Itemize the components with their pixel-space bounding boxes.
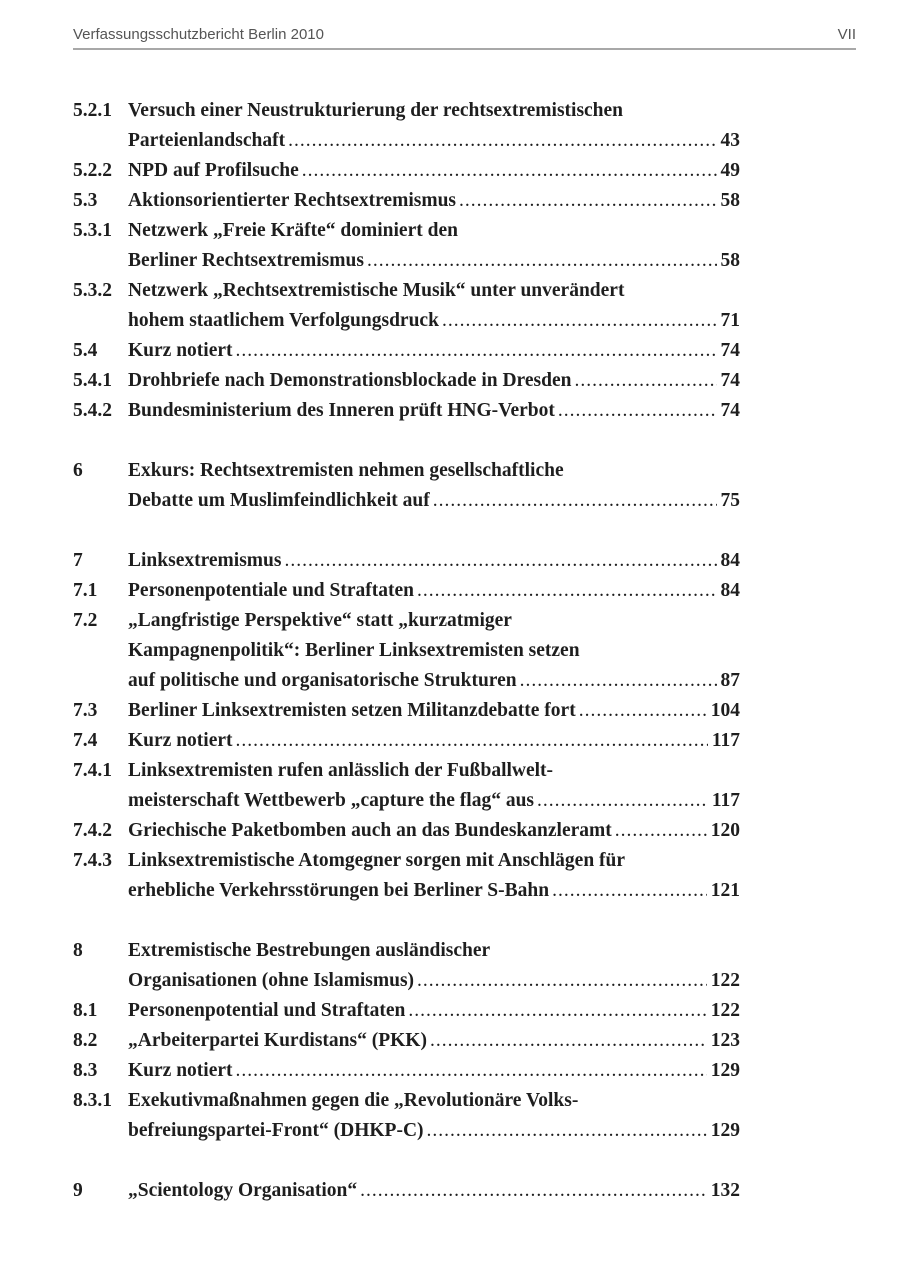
- section-number: 5.4: [73, 340, 98, 361]
- section-title-line: NPD auf Profilsuche: [128, 160, 299, 181]
- section-title-line: hohem staatlichem Verfolgungsdruck: [128, 310, 439, 331]
- page-number[interactable]: 117: [711, 730, 740, 751]
- section-title-line: Personenpotential und Straftaten: [128, 1000, 406, 1021]
- section-title-line: Parteienlandschaft: [128, 130, 286, 151]
- dot-leader: [430, 1026, 707, 1056]
- toc-entry[interactable]: [73, 816, 740, 846]
- section-title-line: Kurz notiert: [128, 1060, 233, 1081]
- toc-entry[interactable]: [73, 996, 740, 1026]
- dot-leader: [417, 966, 707, 996]
- dot-leader: [552, 876, 707, 906]
- dot-leader: [427, 1116, 707, 1146]
- dot-leader: [236, 726, 708, 756]
- section-number: 7.4.2: [73, 820, 112, 841]
- page-number[interactable]: 129: [710, 1060, 740, 1081]
- dot-leader: [442, 306, 717, 336]
- section-number: 8.2: [73, 1030, 98, 1051]
- toc-entry[interactable]: [73, 96, 740, 156]
- page-number[interactable]: 104: [710, 700, 740, 721]
- page-number[interactable]: 74: [720, 400, 740, 421]
- toc-entry[interactable]: [73, 396, 740, 426]
- toc-entry[interactable]: [73, 726, 740, 756]
- section-number: 5.3: [73, 190, 98, 211]
- section-number: 5.3.2: [73, 280, 112, 301]
- dot-leader: [285, 546, 717, 576]
- toc-entry[interactable]: [73, 186, 740, 216]
- toc-entry[interactable]: [73, 216, 740, 276]
- dot-leader: [537, 786, 708, 816]
- section-number: 5.4.1: [73, 370, 112, 391]
- section-number: 7.4.1: [73, 760, 112, 781]
- header-page-number: VII: [837, 26, 856, 43]
- dot-leader: [288, 126, 716, 156]
- section-number: 5.3.1: [73, 220, 112, 241]
- page-number[interactable]: 71: [720, 310, 740, 331]
- section-number: 7.4.3: [73, 850, 112, 871]
- toc-entry[interactable]: [73, 936, 740, 996]
- section-number: 7.2: [73, 610, 98, 631]
- section-title-line: Versuch einer Neustrukturierung der rechtsextremistischen: [128, 100, 624, 121]
- dot-leader: [579, 696, 707, 726]
- section-title-line: meisterschaft Wettbewerb „capture the flag“ aus: [128, 790, 534, 811]
- toc-entry[interactable]: [73, 1026, 740, 1056]
- page-number[interactable]: 84: [720, 550, 740, 571]
- section-title-line: Extremistische Bestrebungen ausländischer: [128, 940, 491, 961]
- page-number[interactable]: 87: [720, 670, 740, 691]
- section-title-line: „Scientology Organisation“: [128, 1180, 358, 1201]
- section-title-line: „Langfristige Perspektive“ statt „kurzatmiger: [128, 610, 512, 631]
- page-number[interactable]: 49: [720, 160, 740, 181]
- toc-entry[interactable]: [73, 606, 740, 696]
- dot-leader: [520, 666, 717, 696]
- page-number[interactable]: 117: [711, 790, 740, 811]
- table-of-contents: [73, 96, 740, 1206]
- dot-leader: [558, 396, 717, 426]
- toc-entry[interactable]: [73, 336, 740, 366]
- section-title-line: Linksextremisten rufen anlässlich der Fußballwelt-: [128, 760, 554, 781]
- dot-leader: [367, 246, 717, 276]
- section-title-line: Kurz notiert: [128, 730, 233, 751]
- dot-leader: [302, 156, 717, 186]
- toc-entry[interactable]: [73, 456, 740, 516]
- section-title-line: Bundesministerium des Inneren prüft HNG-Verbot: [128, 400, 555, 421]
- dot-leader: [408, 996, 706, 1026]
- page-number[interactable]: 84: [720, 580, 740, 601]
- toc-entry[interactable]: [73, 846, 740, 906]
- dot-leader: [360, 1176, 707, 1206]
- section-number: 7.1: [73, 580, 98, 601]
- dot-leader: [236, 1056, 707, 1086]
- page-number[interactable]: 43: [720, 130, 740, 151]
- page-number[interactable]: 74: [720, 340, 740, 361]
- dot-leader: [417, 576, 717, 606]
- section-title-line: befreiungspartei-Front“ (DHKP-C): [128, 1120, 424, 1141]
- page-number[interactable]: 58: [720, 190, 740, 211]
- section-title-line: Exkurs: Rechtsextremisten nehmen gesellschaftliche: [128, 460, 564, 481]
- page-number[interactable]: 120: [710, 820, 740, 841]
- section-title-line: Griechische Paketbomben auch an das Bundeskanzleramt: [128, 820, 612, 841]
- toc-entry[interactable]: [73, 696, 740, 726]
- section-number: 7.3: [73, 700, 98, 721]
- page-number[interactable]: 75: [720, 490, 740, 511]
- section-number: 8: [73, 940, 83, 961]
- section-title-line: auf politische und organisatorische Strukturen: [128, 670, 517, 691]
- header-title: Verfassungsschutzbericht Berlin 2010: [73, 26, 324, 43]
- toc-entry[interactable]: [73, 756, 740, 816]
- section-title-line: Drohbriefe nach Demonstrationsblockade in Dresden: [128, 370, 572, 391]
- section-number: 9: [73, 1180, 83, 1201]
- section-title-line: Personenpotentiale und Straftaten: [128, 580, 414, 601]
- section-number: 6: [73, 460, 83, 481]
- toc-entry[interactable]: [73, 576, 740, 606]
- page-number[interactable]: 122: [710, 970, 740, 991]
- section-title-line: Aktionsorientierter Rechtsextremismus: [128, 190, 456, 211]
- section-title-line: Linksextremistische Atomgegner sorgen mit Anschlägen für: [128, 850, 626, 871]
- toc-entry[interactable]: [73, 276, 740, 336]
- section-title-line: Linksextremismus: [128, 550, 282, 571]
- toc-entry[interactable]: [73, 366, 740, 396]
- page-number[interactable]: 122: [710, 1000, 740, 1021]
- section-title-line: Debatte um Muslimfeindlichkeit auf: [128, 490, 430, 511]
- section-title-line: Exekutivmaßnahmen gegen die „Revolutionäre Volks-: [128, 1090, 579, 1111]
- section-number: 7: [73, 550, 83, 571]
- toc-entry[interactable]: [73, 1086, 740, 1146]
- section-number: 8.1: [73, 1000, 98, 1021]
- section-title-line: Kurz notiert: [128, 340, 233, 361]
- running-header: [73, 24, 856, 50]
- toc-entry[interactable]: [73, 1056, 740, 1086]
- dot-leader: [574, 366, 716, 396]
- section-title-line: Berliner Linksextremisten setzen Militanzdebatte fort: [128, 700, 576, 721]
- dot-leader: [459, 186, 717, 216]
- page-number[interactable]: 74: [720, 370, 740, 391]
- page-number[interactable]: 129: [710, 1120, 740, 1141]
- section-number: 5.4.2: [73, 400, 112, 421]
- dot-leader: [433, 486, 717, 516]
- toc-entry[interactable]: [73, 546, 740, 576]
- section-title-line: Kampagnenpolitik“: Berliner Linksextremisten setzen: [128, 640, 580, 661]
- section-title-line: Organisationen (ohne Islamismus): [128, 970, 415, 991]
- section-number: 8.3: [73, 1060, 98, 1081]
- section-number: 5.2.1: [73, 100, 112, 121]
- section-title-line: Netzwerk „Freie Kräfte“ dominiert den: [128, 220, 458, 241]
- dot-leader: [236, 336, 717, 366]
- page-number[interactable]: 58: [720, 250, 740, 271]
- section-title-line: „Arbeiterpartei Kurdistans“ (PKK): [128, 1030, 427, 1051]
- section-number: 5.2.2: [73, 160, 112, 181]
- page-number[interactable]: 123: [710, 1030, 740, 1051]
- toc-entry[interactable]: [73, 156, 740, 186]
- page-number[interactable]: 121: [710, 880, 740, 901]
- toc-entry[interactable]: [73, 1176, 740, 1206]
- section-number: 7.4: [73, 730, 98, 751]
- section-title-line: Netzwerk „Rechtsextremistische Musik“ unter unverändert: [128, 280, 625, 301]
- page-number[interactable]: 132: [710, 1180, 740, 1201]
- section-number: 8.3.1: [73, 1090, 112, 1111]
- section-title-line: erhebliche Verkehrsstörungen bei Berliner S-Bahn: [128, 880, 550, 901]
- dot-leader: [615, 816, 707, 846]
- section-title-line: Berliner Rechtsextremismus: [128, 250, 364, 271]
